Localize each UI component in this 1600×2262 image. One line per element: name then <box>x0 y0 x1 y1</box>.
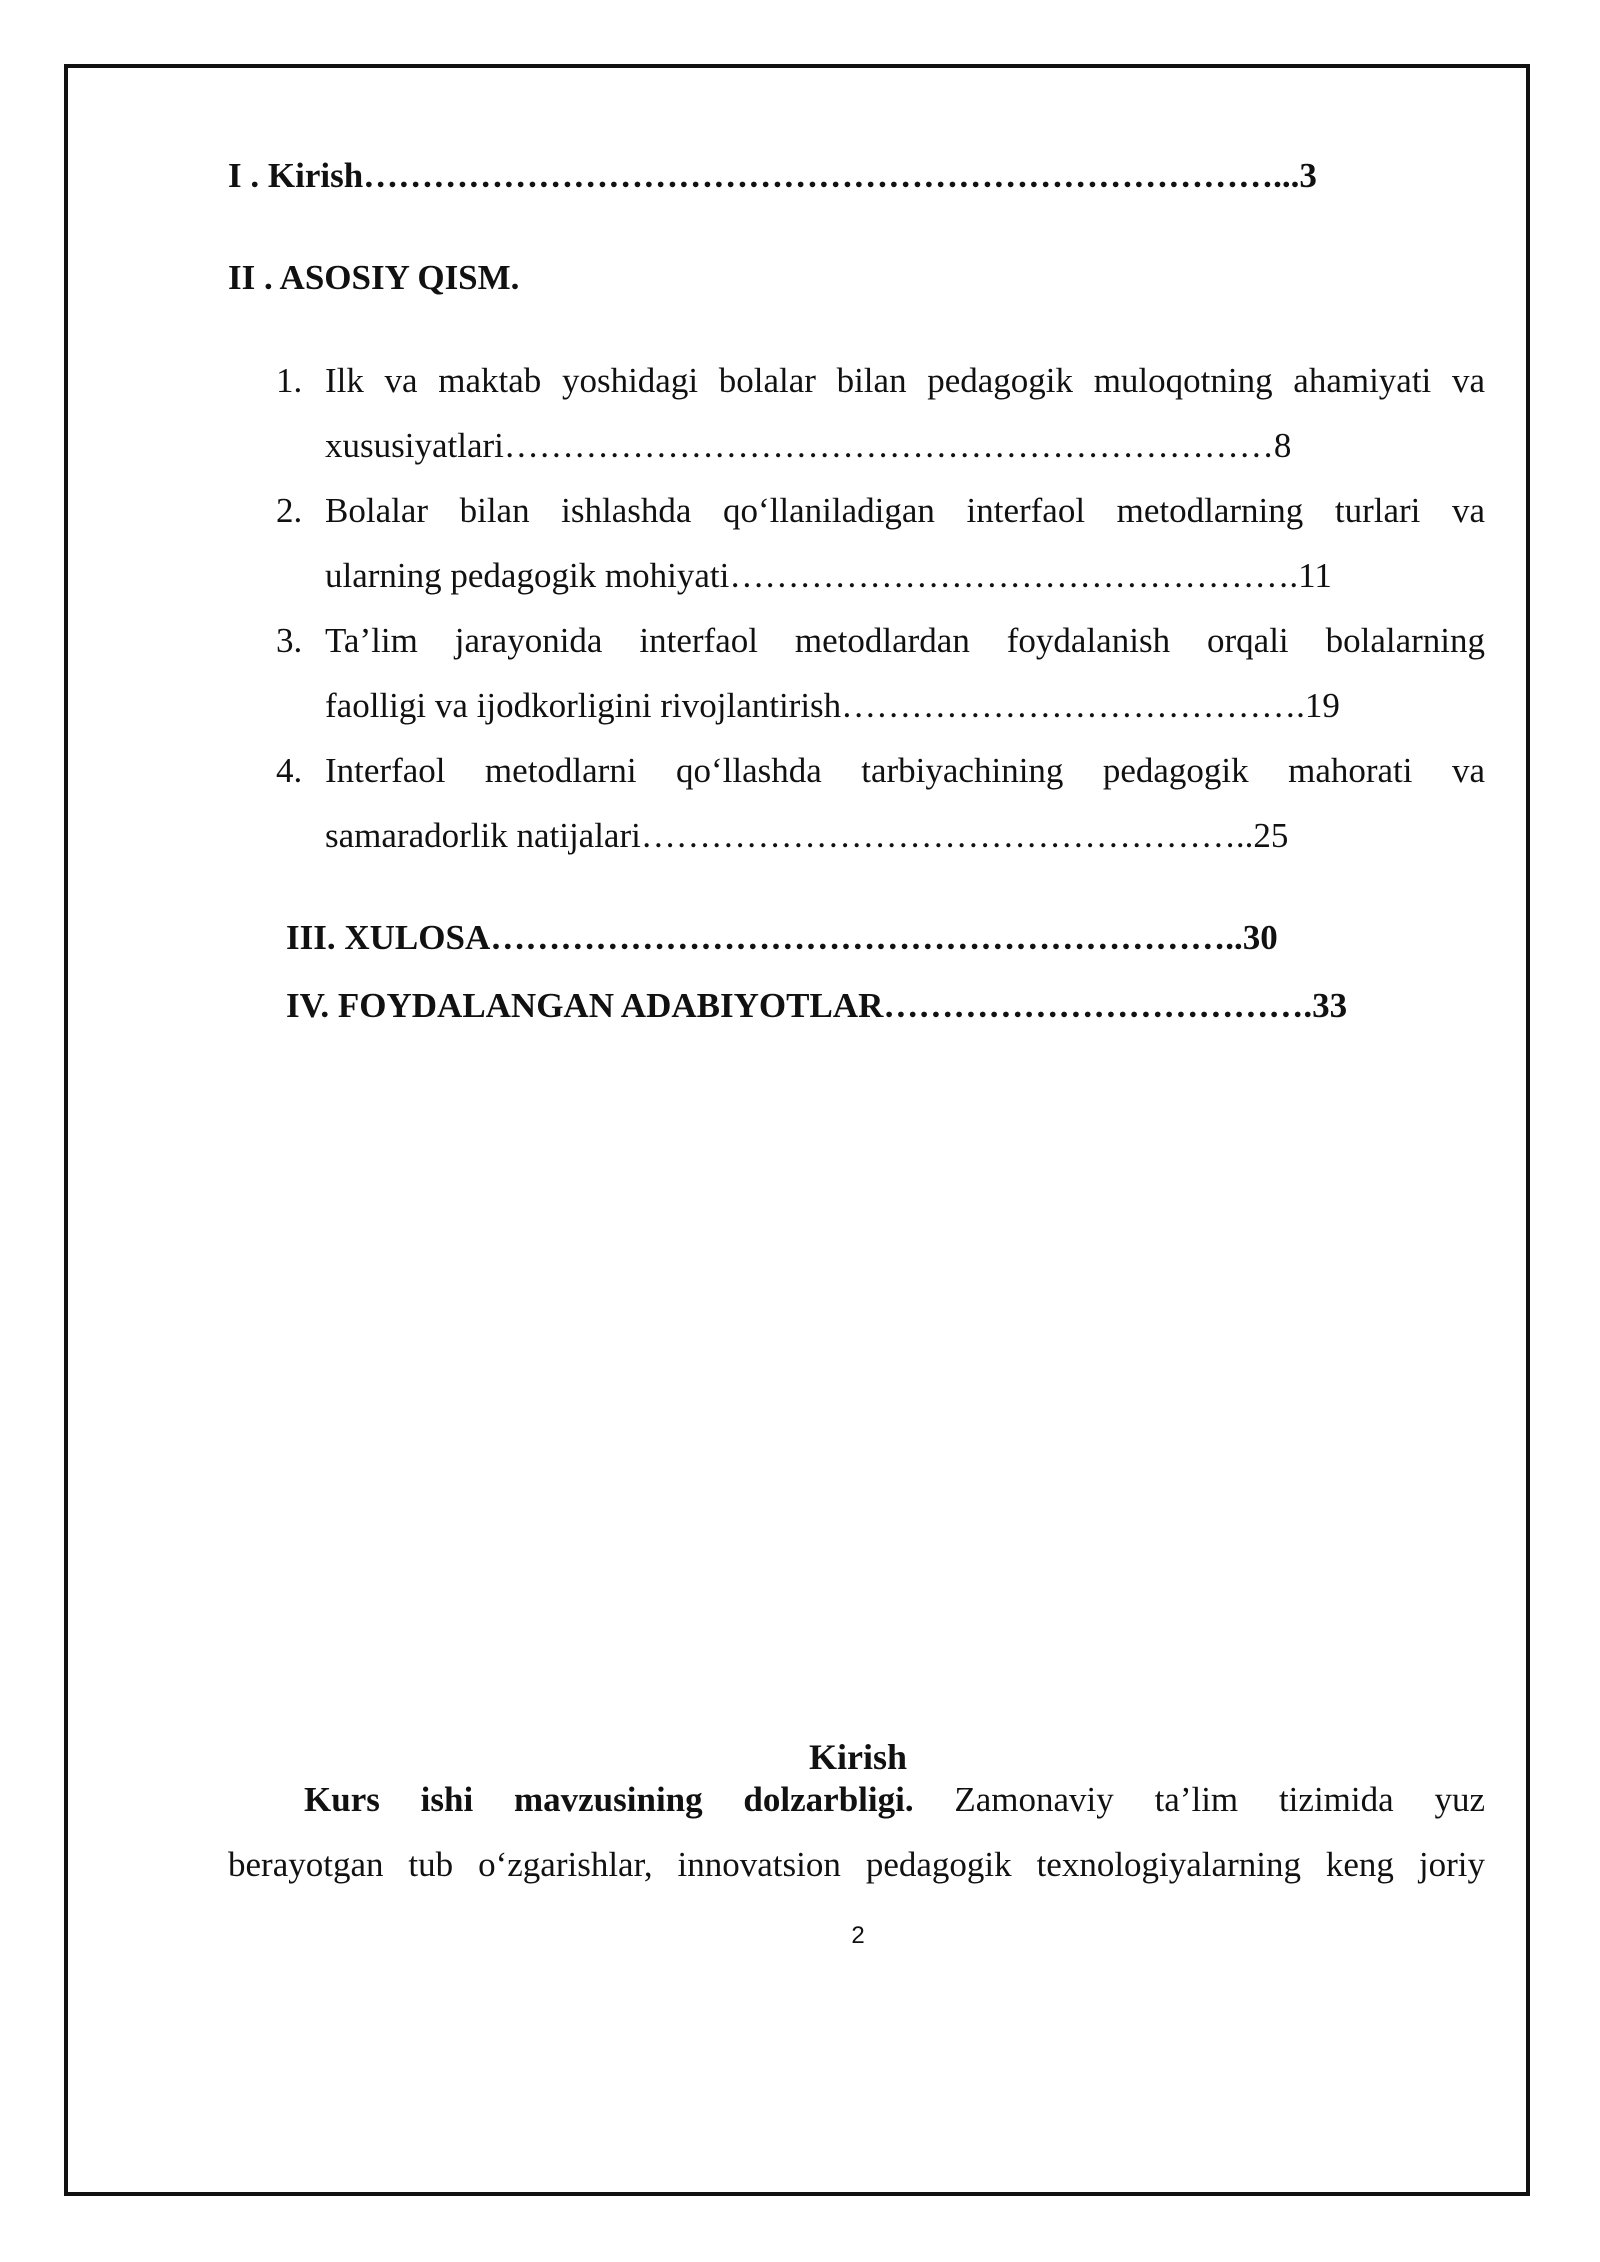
page-number: 2 <box>851 1922 865 1949</box>
toc-item-title-line: Ta’lim jarayonida interfaol metodlardan foydalanish orqali bolalarning <box>325 621 1485 660</box>
intro-paragraph-line: berayotgan tub o‘zgarishlar, innovatsion pedagogik texnologiyalarning keng joriy <box>228 1845 1485 1884</box>
toc-item-title-line: Interfaol metodlarni qo‘llashda tarbiyachining pedagogik mahorati va <box>325 751 1485 790</box>
intro-paragraph-line <box>304 1778 1485 1822</box>
toc-item-title-line: Bolalar bilan ishlashda qo‘llaniladigan interfaol metodlarning turlari va <box>325 491 1485 530</box>
intro-bold-lead: Kurs ishi mavzusining dolzarbligi. <box>304 1780 914 1819</box>
toc-intro-entry: I . Kirish……………………………………………………………………...3 <box>228 156 1317 195</box>
intro-line-text: Zamonaviy ta’lim tizimida yuz <box>913 1780 1485 1819</box>
toc-item-title-line: faolligi va ijodkorligini rivojlantirish………………………………….19 <box>325 686 1340 725</box>
toc-item-title-line: Ilk va maktab yoshidagi bolalar bilan pedagogik muloqotning ahamiyati va <box>325 361 1485 400</box>
toc-item-number: 3. <box>276 621 303 660</box>
toc-item-number: 2. <box>276 491 303 530</box>
section-heading: Kirish <box>808 1737 907 1777</box>
toc-item-number: 4. <box>276 751 303 790</box>
toc-item-title-line: ularning pedagogik mohiyati………………………………………….11 <box>325 556 1332 595</box>
toc-item-title-line: xususiyatlari…………………………………………………………8 <box>325 426 1292 465</box>
toc-item-title-line: samaradorlik natijalari……………………………………………..25 <box>325 816 1289 855</box>
toc-conclusion-entry: III. XULOSA………………………………………………………..30 <box>286 918 1278 957</box>
toc-main-part-heading: II . ASOSIY QISM. <box>228 258 520 297</box>
toc-item-number: 1. <box>276 361 303 400</box>
toc-references-entry: IV. FOYDALANGAN ADABIYOTLAR……………………………….33 <box>286 986 1348 1025</box>
